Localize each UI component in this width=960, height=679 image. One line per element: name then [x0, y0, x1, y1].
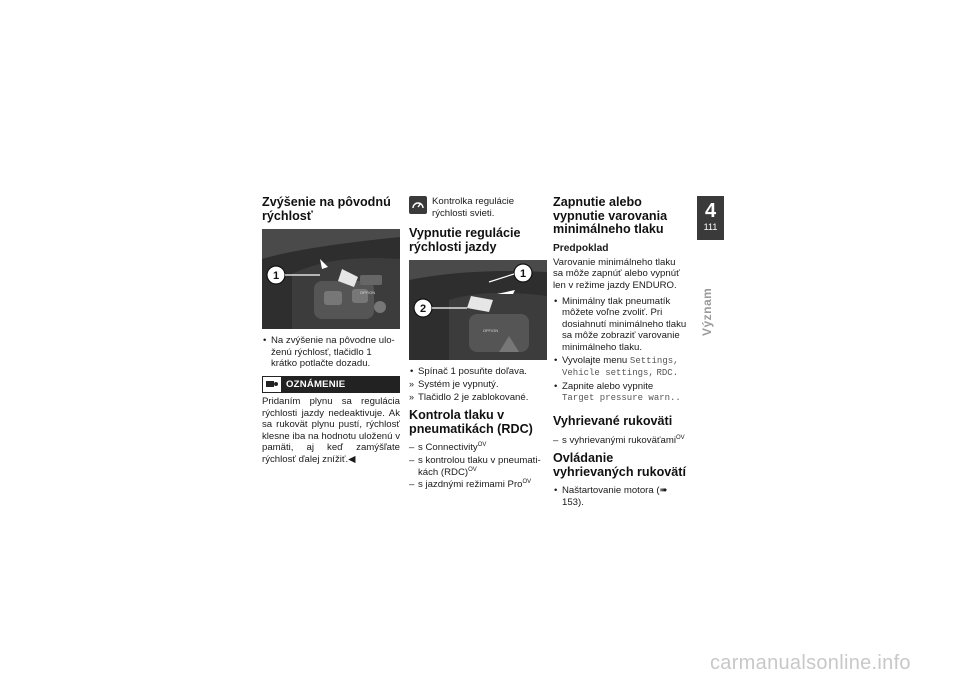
- list-item: • Vyvolajte menu Settings, Vehicle settings, RDC.: [553, 355, 688, 380]
- section-title-cruise-off: Vypnutie regulácie rýchlosti jazdy: [409, 226, 521, 254]
- cruise-indicator-note: [409, 196, 547, 219]
- notice-text: Pridaním plynu sa regulácia rýchlosti jazdy nedeaktivuje. Ak sa rukovät plynu pustí, rýchlosť klesne iba na hodnotu uloženú v pamäti, aj keď zamýšľate rýchlosť ďalej znížiť.◀: [262, 395, 400, 465]
- column-3: [553, 196, 688, 514]
- cruise-control-icon: [409, 196, 427, 214]
- list-item: • Naštartovanie motora (➠ 153).: [553, 485, 688, 508]
- list-item: – s kontrolou tlaku v pneumatikách (RDC)$^{OV}$: [409, 455, 547, 478]
- section-title-resume-speed: Zvýšenie na pôvodnú rýchlosť: [262, 195, 391, 223]
- handlebar-illustration-2: [409, 260, 547, 360]
- subheading-requirement: Predpoklad: [553, 242, 609, 254]
- column-1: [262, 196, 400, 470]
- list-item: » Tlačidlo 2 je zablokované.: [409, 392, 547, 404]
- photo-callout-1: 1: [519, 268, 527, 281]
- photo-callout-2: 2: [419, 303, 427, 316]
- indicator-text: Kontrolka regulácie rýchlosti svieti.: [432, 196, 515, 219]
- section-title-heated-grips: Vyhrievané rukoväti: [553, 413, 673, 428]
- handlebar-illustration: [262, 229, 400, 329]
- list-item: • Spínač 1 posuňte doľava.: [409, 366, 547, 378]
- handlebar-photo-2: [409, 260, 547, 360]
- photo-onoff-label: OFF/ON: [483, 328, 499, 334]
- notice-header: [262, 376, 400, 393]
- notice-label: OZNÁMENIE: [286, 378, 346, 390]
- chapter-tab: [697, 196, 724, 240]
- section-title-min-pressure: Zapnutie alebo vypnutie varovania minimálneho tlaku: [553, 195, 668, 237]
- section-title-heated-grips-control: Ovládanie vyhrievaných rukovätí: [553, 451, 686, 479]
- list-item: • Na zvýšenie na pôvodne uloženú rýchlosť, tlačidlo 1 krátko potlačte dozadu.: [262, 335, 400, 370]
- photo-callout-1: 1: [272, 270, 280, 283]
- requirement-text: Varovanie minimálneho tlaku sa môže zapnúť alebo vypnúť len v režime jazdy ENDURO.: [553, 256, 680, 291]
- watermark: carmanualsonline.info: [710, 652, 911, 674]
- list-item: • Minimálny tlak pneumatík môžete voľne zvoliť. Pri dosiahnutí minimálneho tlaku sa môže zobraziť varovanie minimálneho tlaku.: [553, 296, 688, 354]
- list-item: – s jazdnými režimami Pro$^{OV}$: [409, 479, 547, 491]
- page-number: 111: [703, 222, 718, 232]
- section-title-rdc: Kontrola tlaku v pneumatikách (RDC): [409, 408, 533, 436]
- photo-onoff-label: OFF/ON: [360, 290, 376, 296]
- chapter-number: 4: [704, 200, 717, 222]
- handlebar-photo-1: [262, 229, 400, 329]
- chapter-side-label: Význam: [700, 287, 714, 336]
- list-item: – s vyhrievanými rukoväťami$^{OV}$: [553, 435, 688, 447]
- list-item: • Zapnite alebo vypnite Target pressure warn..: [553, 381, 688, 405]
- list-item: » Systém je vypnutý.: [409, 379, 547, 391]
- list-item: – s Connectivity$^{OV}$: [409, 442, 547, 454]
- notice-motorcycle-icon: [262, 376, 282, 393]
- column-2: [409, 196, 547, 497]
